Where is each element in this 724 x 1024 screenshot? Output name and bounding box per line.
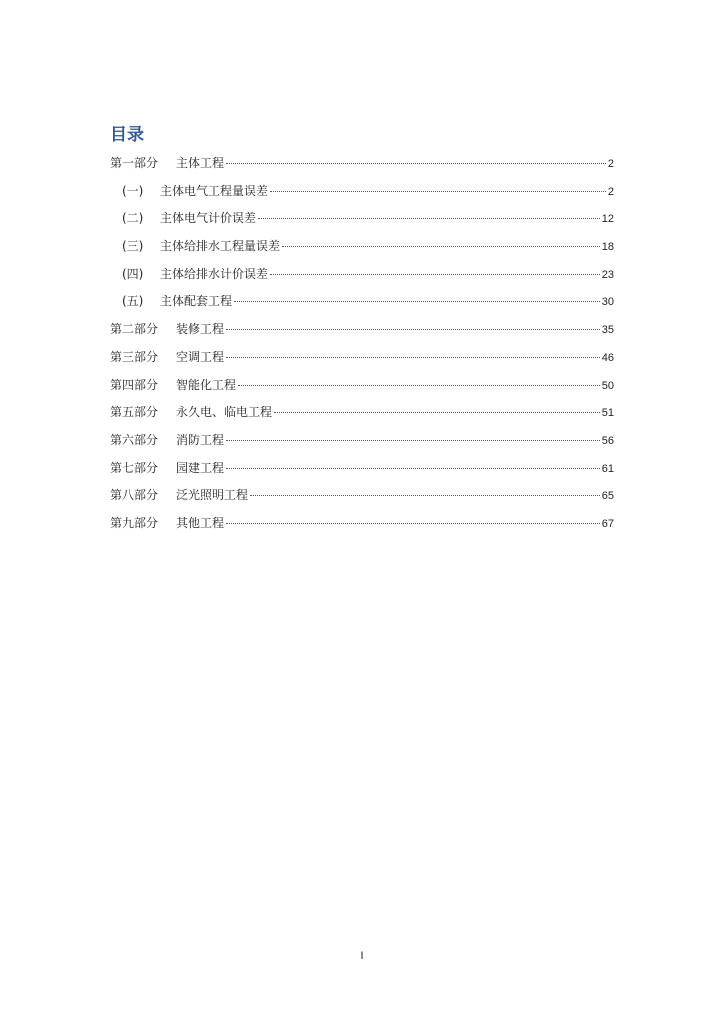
toc-entry-label: 装修工程 bbox=[176, 322, 225, 337]
toc-entry-page: 61 bbox=[601, 462, 614, 475]
toc-entry-number: (三) bbox=[122, 239, 144, 254]
toc-entry-part-4[interactable] bbox=[110, 376, 614, 404]
toc-entry-page: 2 bbox=[607, 185, 614, 198]
toc-entry-section-5[interactable] bbox=[110, 292, 614, 320]
toc-entry-part-6[interactable] bbox=[110, 431, 614, 459]
toc-entry-label: 主体给排水计价误差 bbox=[160, 266, 269, 281]
toc-entry-label: 泛光照明工程 bbox=[176, 488, 249, 503]
toc-entry-number: 第一部分 bbox=[110, 156, 159, 170]
toc-dot-leader bbox=[258, 218, 600, 219]
toc-entry-number: 第二部分 bbox=[110, 322, 159, 337]
toc-dot-leader bbox=[226, 523, 600, 524]
toc-entry-page: 65 bbox=[601, 490, 614, 503]
toc-dot-leader bbox=[282, 246, 600, 247]
toc-dot-leader bbox=[270, 274, 600, 275]
toc-entry-page: 67 bbox=[601, 517, 614, 530]
toc-entry-label: 主体给排水工程量误差 bbox=[160, 239, 281, 254]
toc-entry-number: 第五部分 bbox=[110, 405, 159, 420]
toc-entry-label: 主体工程 bbox=[176, 156, 225, 170]
toc-entry-part-7[interactable] bbox=[110, 459, 614, 487]
page-number-footer: I bbox=[360, 950, 364, 962]
toc-title: 目录 bbox=[110, 125, 144, 145]
toc-entry-label: 空调工程 bbox=[176, 349, 225, 364]
toc-entry-page: 46 bbox=[601, 351, 614, 364]
toc-entry-number: 第七部分 bbox=[110, 460, 159, 475]
toc-entry-number: 第三部分 bbox=[110, 349, 159, 364]
toc-entry-part-8[interactable] bbox=[110, 486, 614, 514]
toc-entry-number: (一) bbox=[122, 183, 144, 198]
toc-entry-page: 18 bbox=[601, 241, 614, 254]
toc-entry-section-1[interactable] bbox=[110, 182, 614, 210]
toc-dot-leader bbox=[270, 191, 606, 192]
toc-entry-number: 第六部分 bbox=[110, 432, 159, 447]
toc-dot-leader bbox=[274, 412, 600, 413]
toc-entry-number: 第九部分 bbox=[110, 515, 159, 530]
toc-dot-leader bbox=[234, 301, 600, 302]
toc-entry-part-1[interactable] bbox=[110, 154, 614, 182]
toc-entry-section-2[interactable] bbox=[110, 209, 614, 237]
toc-entry-number: 第八部分 bbox=[110, 488, 159, 503]
toc-entry-section-3[interactable] bbox=[110, 237, 614, 265]
toc-dot-leader bbox=[238, 385, 600, 386]
toc-list bbox=[110, 154, 614, 542]
toc-entry-number: (五) bbox=[122, 294, 144, 309]
toc-entry-label: 消防工程 bbox=[176, 432, 225, 447]
toc-entry-page: 30 bbox=[601, 296, 614, 309]
toc-entry-label: 主体配套工程 bbox=[160, 294, 233, 309]
toc-dot-leader bbox=[226, 329, 600, 330]
toc-entry-number: (二) bbox=[122, 211, 144, 226]
toc-entry-page: 2 bbox=[607, 158, 614, 170]
toc-entry-label: 园建工程 bbox=[176, 460, 225, 475]
toc-entry-number: 第四部分 bbox=[110, 377, 159, 392]
toc-entry-page: 51 bbox=[601, 407, 614, 420]
toc-dot-leader bbox=[226, 440, 600, 441]
toc-entry-page: 50 bbox=[601, 379, 614, 392]
toc-entry-page: 56 bbox=[601, 434, 614, 447]
toc-entry-part-3[interactable] bbox=[110, 348, 614, 376]
toc-entry-label: 其他工程 bbox=[176, 515, 225, 530]
toc-entry-section-4[interactable] bbox=[110, 265, 614, 293]
toc-entry-number: (四) bbox=[122, 266, 144, 281]
toc-dot-leader bbox=[226, 163, 606, 164]
toc-entry-part-2[interactable] bbox=[110, 320, 614, 348]
toc-entry-part-9[interactable] bbox=[110, 514, 614, 542]
toc-entry-label: 智能化工程 bbox=[176, 377, 237, 392]
toc-dot-leader bbox=[226, 468, 600, 469]
toc-entry-page: 35 bbox=[601, 324, 614, 337]
toc-entry-part-5[interactable] bbox=[110, 403, 614, 431]
toc-entry-label: 永久电、临电工程 bbox=[176, 405, 273, 420]
toc-entry-page: 23 bbox=[601, 268, 614, 281]
toc-entry-label: 主体电气工程量误差 bbox=[160, 183, 269, 198]
toc-dot-leader bbox=[226, 357, 600, 358]
toc-entry-page: 12 bbox=[601, 213, 614, 226]
toc-dot-leader bbox=[250, 495, 600, 496]
toc-entry-label: 主体电气计价误差 bbox=[160, 211, 257, 226]
